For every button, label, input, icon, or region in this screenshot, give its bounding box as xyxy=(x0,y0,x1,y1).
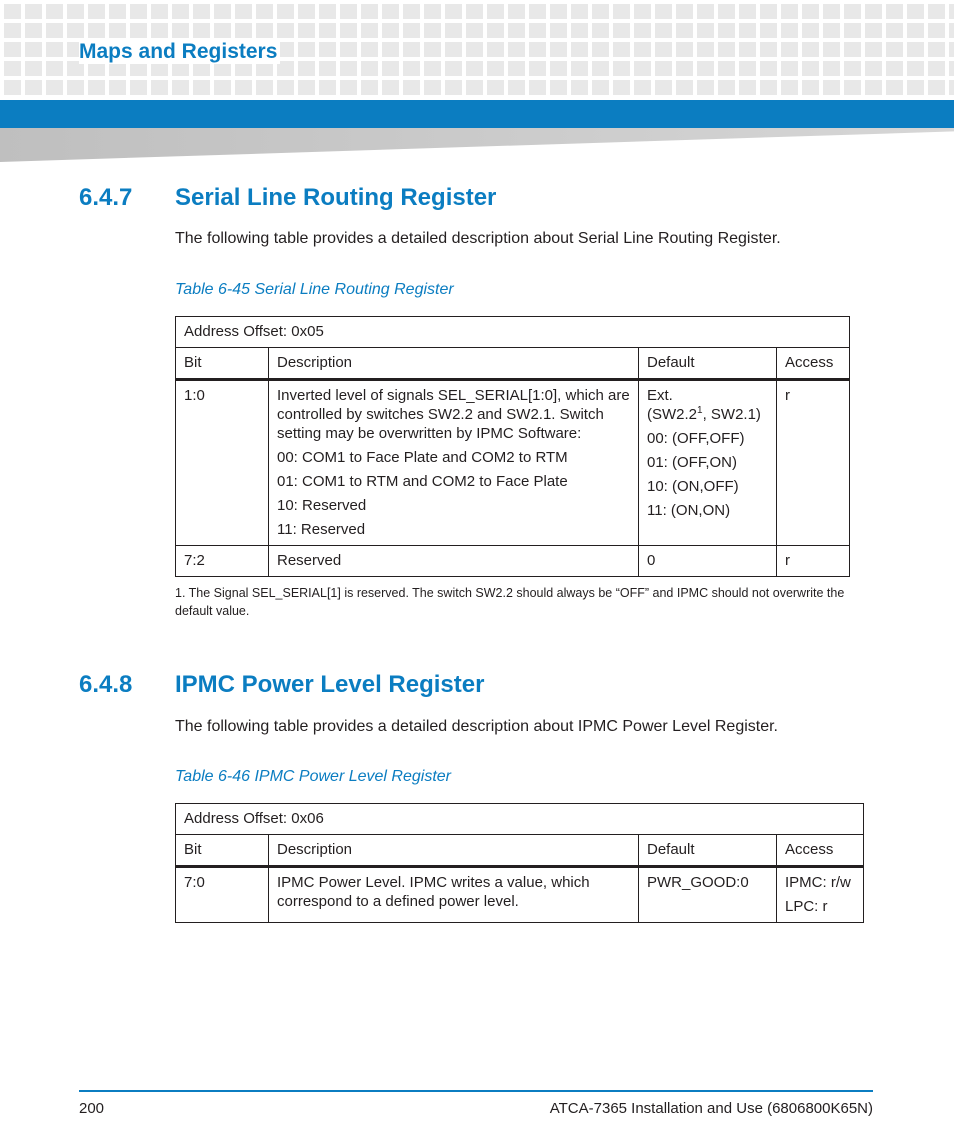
cell-description: IPMC Power Level. IPMC writes a value, which correspond to a defined power level. xyxy=(269,867,639,923)
header-access: Access xyxy=(777,348,850,380)
header-grey-wedge xyxy=(0,128,954,162)
cell-description xyxy=(269,380,639,546)
header-access: Access xyxy=(777,835,864,867)
description-option: 00: COM1 to Face Plate and COM2 to RTM xyxy=(277,449,568,466)
document-title: ATCA-7365 Installation and Use (6806800K65N) xyxy=(549,1100,873,1117)
default-switches xyxy=(647,405,768,424)
section-title: IPMC Power Level Register xyxy=(175,671,485,698)
cell-bit: 7:2 xyxy=(176,546,269,577)
cell-default xyxy=(639,380,777,546)
section-number: 6.4.7 xyxy=(79,184,133,211)
header-blue-bar xyxy=(0,100,954,128)
cell-default: 0 xyxy=(639,546,777,577)
cell-default: PWR_GOOD:0 xyxy=(639,867,777,923)
header-description: Description xyxy=(269,348,639,380)
table-row xyxy=(176,380,850,546)
cell-access: r xyxy=(777,546,850,577)
cell-bit: 7:0 xyxy=(176,867,269,923)
address-offset-cell: Address Offset: 0x05 xyxy=(176,317,850,348)
serial-line-routing-table xyxy=(175,316,850,577)
table-caption: Table 6-46 IPMC Power Level Register xyxy=(175,768,451,785)
table-footnote: 1. The Signal SEL_SERIAL[1] is reserved. The switch SW2.2 should always be “OFF” and IPMC should not overwrite the default value. xyxy=(175,586,845,618)
default-switch-b: , SW2.1) xyxy=(702,406,761,423)
ipmc-power-level-table xyxy=(175,803,864,923)
description-text: Inverted level of signals SEL_SERIAL[1:0], which are controlled by switches SW2.2 and SW2.1. Switch setting may be overwritten by IPMC Software: xyxy=(277,387,630,442)
access-value: IPMC: r/w xyxy=(785,874,851,891)
default-ext: Ext. xyxy=(647,387,673,404)
default-value: 11: (ON,ON) xyxy=(647,502,731,519)
table-header-row xyxy=(176,348,850,380)
default-switch-a: (SW2.2 xyxy=(647,406,698,423)
section-title: Serial Line Routing Register xyxy=(175,184,497,211)
header-description: Description xyxy=(269,835,639,867)
description-option: 10: Reserved xyxy=(277,497,367,514)
table-header-row xyxy=(176,835,864,867)
description-option: 01: COM1 to RTM and COM2 to Face Plate xyxy=(277,473,568,490)
default-value: 01: (OFF,ON) xyxy=(647,454,738,471)
address-offset-cell: Address Offset: 0x06 xyxy=(176,804,864,835)
cell-access: r xyxy=(777,380,850,546)
running-header-title: Maps and Registers xyxy=(79,40,280,64)
description-option: 11: Reserved xyxy=(277,521,366,538)
table-row xyxy=(176,867,864,923)
header-default: Default xyxy=(639,835,777,867)
default-value: 00: (OFF,OFF) xyxy=(647,430,745,447)
section-number: 6.4.8 xyxy=(79,671,133,698)
table-row xyxy=(176,546,850,577)
header-bit: Bit xyxy=(176,835,269,867)
footer-rule xyxy=(79,1090,873,1092)
table-caption: Table 6-45 Serial Line Routing Register xyxy=(175,281,454,298)
footnote-marker: 1 xyxy=(697,405,703,416)
default-value: 10: (ON,OFF) xyxy=(647,478,739,495)
header-bit: Bit xyxy=(176,348,269,380)
access-value: LPC: r xyxy=(785,898,828,915)
section-intro: The following table provides a detailed description about IPMC Power Level Register. xyxy=(175,718,778,735)
cell-bit: 1:0 xyxy=(176,380,269,546)
section-intro: The following table provides a detailed description about Serial Line Routing Register. xyxy=(175,230,781,247)
cell-access xyxy=(777,867,864,923)
page-number: 200 xyxy=(79,1100,105,1117)
cell-description: Reserved xyxy=(269,546,639,577)
header-default: Default xyxy=(639,348,777,380)
